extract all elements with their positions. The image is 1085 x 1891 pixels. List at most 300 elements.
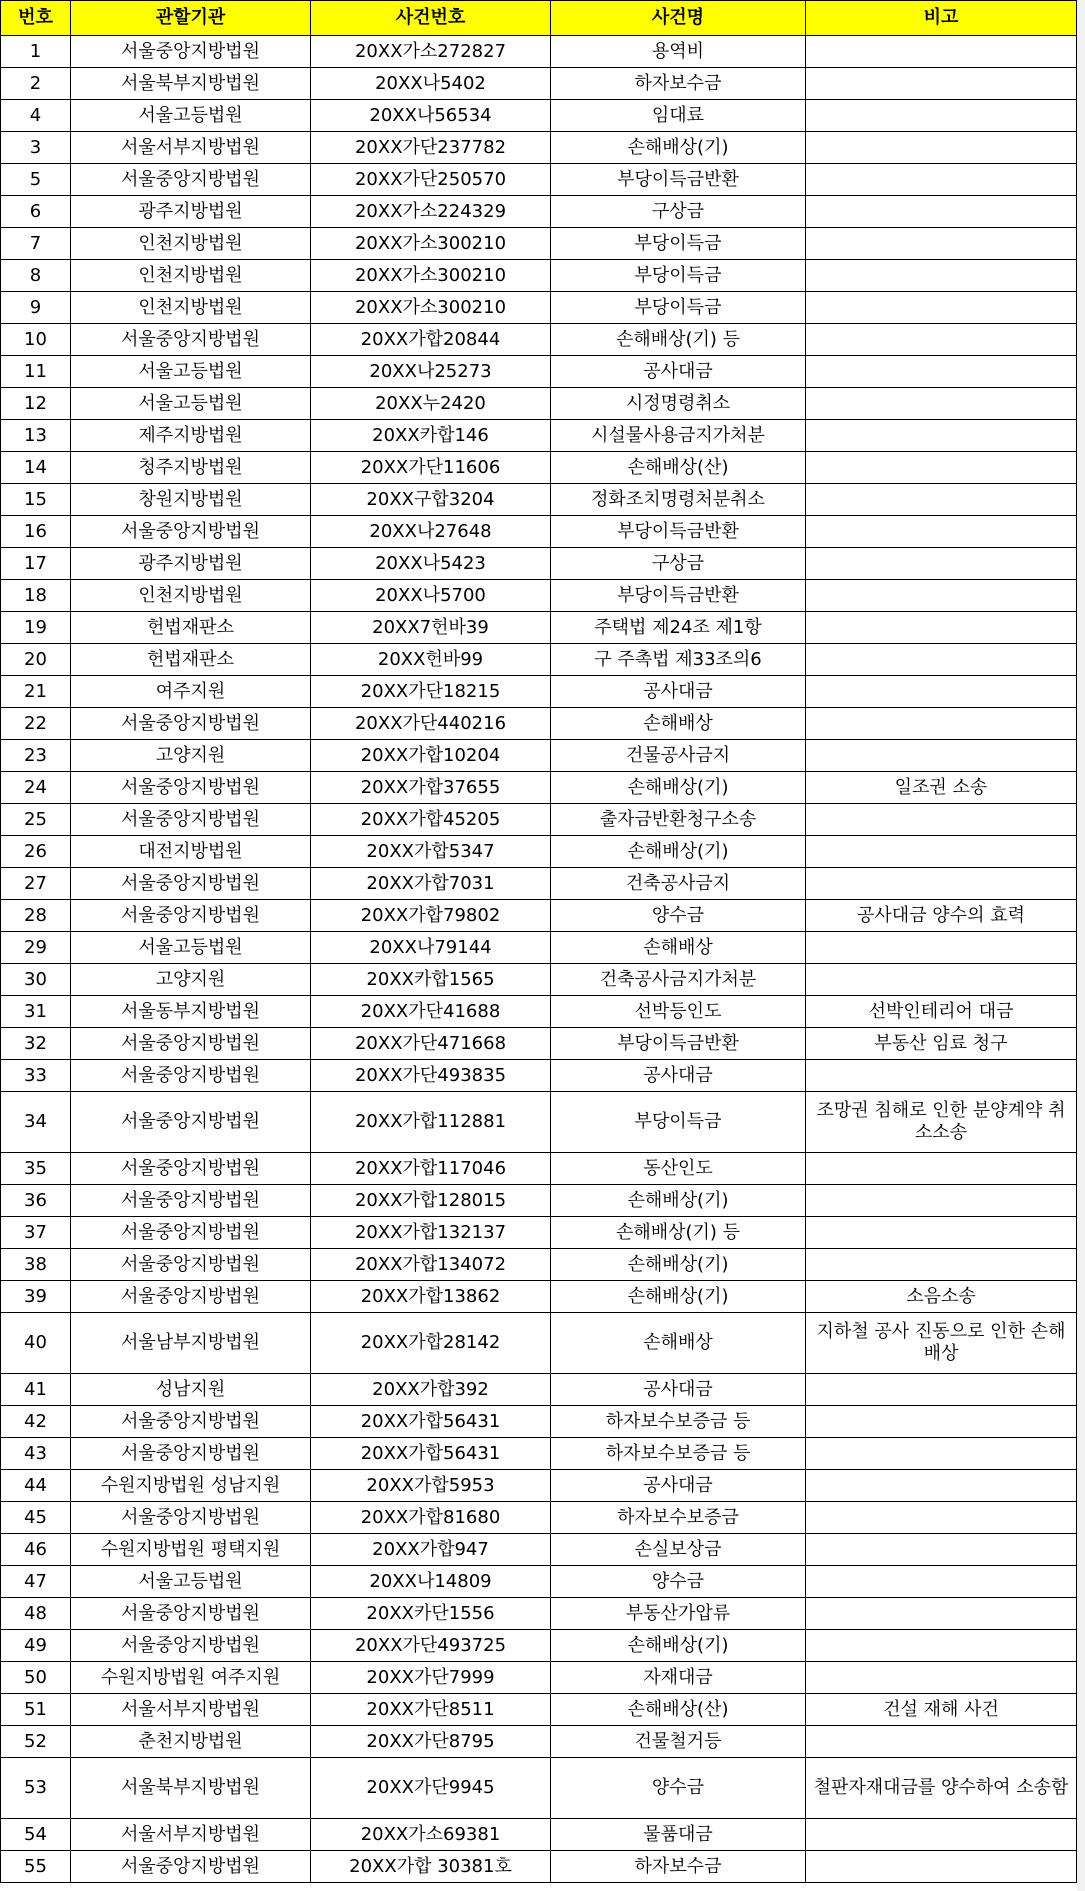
cell-case-no[interactable]: 20XX카단1556 xyxy=(311,1598,551,1630)
cell-note[interactable] xyxy=(806,388,1077,420)
cell-case-name[interactable]: 임대료 xyxy=(551,100,806,132)
cell-no[interactable]: 2 xyxy=(1,68,71,100)
cell-case-name[interactable]: 정화조치명령처분취소 xyxy=(551,484,806,516)
cell-court[interactable]: 서울중앙지방법원 xyxy=(71,1153,311,1185)
header-case-no[interactable]: 사건번호 xyxy=(311,1,551,36)
table-row xyxy=(1,1598,1077,1630)
cell-case-no[interactable]: 20XX7헌바39 xyxy=(311,612,551,644)
cell-case-no[interactable]: 20XX가합81680 xyxy=(311,1502,551,1534)
cell-case-no[interactable]: 20XX가단250570 xyxy=(311,164,551,196)
cell-case-name[interactable]: 부당이득금 xyxy=(551,1092,806,1153)
cell-case-no[interactable]: 20XX나25273 xyxy=(311,356,551,388)
cell-no[interactable]: 42 xyxy=(1,1406,71,1438)
cell-case-name[interactable]: 손해배상(기) xyxy=(551,1281,806,1313)
table-row xyxy=(1,1470,1077,1502)
cell-court[interactable]: 서울중앙지방법원 xyxy=(71,1281,311,1313)
cell-note[interactable]: 소음소송 xyxy=(806,1281,1077,1313)
cell-no[interactable]: 50 xyxy=(1,1662,71,1694)
cell-no[interactable]: 3 xyxy=(1,132,71,164)
sheet-right-margin xyxy=(1077,0,1085,1891)
cell-court[interactable]: 헌법재판소 xyxy=(71,612,311,644)
cell-case-no[interactable]: 20XX가단493835 xyxy=(311,1060,551,1092)
table-row xyxy=(1,676,1077,708)
cell-no[interactable]: 15 xyxy=(1,484,71,516)
cell-case-no[interactable]: 20XX구합3204 xyxy=(311,484,551,516)
cell-note[interactable] xyxy=(806,1185,1077,1217)
cell-court[interactable]: 서울중앙지방법원 xyxy=(71,36,311,68)
cell-note[interactable] xyxy=(806,740,1077,772)
cell-court[interactable]: 서울북부지방법원 xyxy=(71,68,311,100)
cell-no[interactable]: 39 xyxy=(1,1281,71,1313)
cell-no[interactable]: 19 xyxy=(1,612,71,644)
cell-court[interactable]: 광주지방법원 xyxy=(71,548,311,580)
cell-no[interactable]: 51 xyxy=(1,1694,71,1726)
cell-court[interactable]: 서울중앙지방법원 xyxy=(71,708,311,740)
cell-case-name[interactable]: 손해배상(기) xyxy=(551,1630,806,1662)
cell-case-name[interactable]: 손해배상(기) xyxy=(551,1185,806,1217)
cell-note[interactable]: 공사대금 양수의 효력 xyxy=(806,900,1077,932)
cell-case-no[interactable]: 20XX가소300210 xyxy=(311,228,551,260)
cell-court[interactable]: 서울중앙지방법원 xyxy=(71,1406,311,1438)
cell-case-name[interactable]: 용역비 xyxy=(551,36,806,68)
cell-note[interactable] xyxy=(806,868,1077,900)
cell-court[interactable]: 서울중앙지방법원 xyxy=(71,1028,311,1060)
cell-no[interactable]: 55 xyxy=(1,1851,71,1883)
cell-court[interactable]: 인천지방법원 xyxy=(71,228,311,260)
cell-court[interactable]: 수원지방법원 성남지원 xyxy=(71,1470,311,1502)
cell-case-no[interactable]: 20XX누2420 xyxy=(311,388,551,420)
cell-court[interactable]: 서울중앙지방법원 xyxy=(71,1185,311,1217)
cell-case-name[interactable]: 선박등인도 xyxy=(551,996,806,1028)
cell-case-name[interactable]: 공사대금 xyxy=(551,1470,806,1502)
cell-case-no[interactable]: 20XX가합79802 xyxy=(311,900,551,932)
cell-no[interactable]: 43 xyxy=(1,1438,71,1470)
cell-note[interactable]: 건설 재해 사건 xyxy=(806,1694,1077,1726)
cell-court[interactable]: 서울중앙지방법원 xyxy=(71,1092,311,1153)
cell-court[interactable]: 서울중앙지방법원 xyxy=(71,804,311,836)
cell-case-name[interactable]: 공사대금 xyxy=(551,1374,806,1406)
cell-case-no[interactable]: 20XX가합56431 xyxy=(311,1406,551,1438)
cell-note[interactable] xyxy=(806,1153,1077,1185)
cell-no[interactable]: 16 xyxy=(1,516,71,548)
cell-no[interactable]: 28 xyxy=(1,900,71,932)
cell-case-no[interactable]: 20XX가합5347 xyxy=(311,836,551,868)
cell-case-name[interactable]: 부당이득금반환 xyxy=(551,580,806,612)
cell-court[interactable]: 서울중앙지방법원 xyxy=(71,1502,311,1534)
cell-note[interactable] xyxy=(806,324,1077,356)
cell-case-no[interactable]: 20XX나56534 xyxy=(311,100,551,132)
cell-case-no[interactable]: 20XX나5402 xyxy=(311,68,551,100)
cell-note[interactable]: 일조권 소송 xyxy=(806,772,1077,804)
header-row xyxy=(1,1,1077,36)
cell-no[interactable]: 8 xyxy=(1,260,71,292)
cell-note[interactable] xyxy=(806,836,1077,868)
cell-no[interactable]: 44 xyxy=(1,1470,71,1502)
cell-note[interactable] xyxy=(806,68,1077,100)
cell-no[interactable]: 7 xyxy=(1,228,71,260)
table-row xyxy=(1,548,1077,580)
cell-court[interactable]: 서울고등법원 xyxy=(71,388,311,420)
cell-note[interactable] xyxy=(806,516,1077,548)
table-row xyxy=(1,1060,1077,1092)
cell-note[interactable] xyxy=(806,1374,1077,1406)
cell-case-name[interactable]: 손해배상 xyxy=(551,932,806,964)
cell-court[interactable]: 서울중앙지방법원 xyxy=(71,164,311,196)
cell-case-name[interactable]: 손해배상(기) 등 xyxy=(551,324,806,356)
cell-no[interactable]: 5 xyxy=(1,164,71,196)
cell-case-no[interactable]: 20XX가합134072 xyxy=(311,1249,551,1281)
cell-case-no[interactable]: 20XX가합112881 xyxy=(311,1092,551,1153)
cell-case-name[interactable]: 하자보수금 xyxy=(551,68,806,100)
cell-no[interactable]: 38 xyxy=(1,1249,71,1281)
table-row xyxy=(1,36,1077,68)
cell-case-no[interactable]: 20XX가합392 xyxy=(311,1374,551,1406)
cell-no[interactable]: 49 xyxy=(1,1630,71,1662)
cell-case-name[interactable]: 부당이득금반환 xyxy=(551,1028,806,1060)
cell-case-name[interactable]: 출자금반환청구소송 xyxy=(551,804,806,836)
cell-case-name[interactable]: 부당이득금 xyxy=(551,292,806,324)
cell-case-no[interactable]: 20XX카합1565 xyxy=(311,964,551,996)
cell-court[interactable]: 서울중앙지방법원 xyxy=(71,1438,311,1470)
cell-court[interactable]: 서울서부지방법원 xyxy=(71,132,311,164)
cell-case-no[interactable]: 20XX카합146 xyxy=(311,420,551,452)
cell-note[interactable] xyxy=(806,612,1077,644)
cell-case-name[interactable]: 부당이득금반환 xyxy=(551,516,806,548)
cell-no[interactable]: 37 xyxy=(1,1217,71,1249)
cell-court[interactable]: 인천지방법원 xyxy=(71,580,311,612)
cell-note[interactable] xyxy=(806,1249,1077,1281)
cell-no[interactable]: 40 xyxy=(1,1313,71,1374)
cell-case-name[interactable]: 손실보상금 xyxy=(551,1534,806,1566)
cell-no[interactable]: 21 xyxy=(1,676,71,708)
cell-note[interactable] xyxy=(806,36,1077,68)
cell-case-name[interactable]: 손해배상(산) xyxy=(551,1694,806,1726)
cell-no[interactable]: 41 xyxy=(1,1374,71,1406)
cell-note[interactable] xyxy=(806,1406,1077,1438)
cell-case-name[interactable]: 시정명령취소 xyxy=(551,388,806,420)
cell-note[interactable] xyxy=(806,1851,1077,1883)
cell-no[interactable]: 54 xyxy=(1,1819,71,1851)
cell-case-name[interactable]: 양수금 xyxy=(551,1566,806,1598)
cell-no[interactable]: 27 xyxy=(1,868,71,900)
cell-no[interactable]: 1 xyxy=(1,36,71,68)
cell-note[interactable] xyxy=(806,1438,1077,1470)
header-note[interactable]: 비고 xyxy=(806,1,1077,36)
cell-no[interactable]: 52 xyxy=(1,1726,71,1758)
cell-no[interactable]: 4 xyxy=(1,100,71,132)
cell-court[interactable]: 춘천지방법원 xyxy=(71,1726,311,1758)
cell-court[interactable]: 서울서부지방법원 xyxy=(71,1694,311,1726)
cell-case-no[interactable]: 20XX가합20844 xyxy=(311,324,551,356)
cell-no[interactable]: 26 xyxy=(1,836,71,868)
cell-note[interactable] xyxy=(806,260,1077,292)
cell-case-no[interactable]: 20XX가합117046 xyxy=(311,1153,551,1185)
cell-note[interactable] xyxy=(806,292,1077,324)
cell-case-name[interactable]: 건물철거등 xyxy=(551,1726,806,1758)
cell-no[interactable]: 30 xyxy=(1,964,71,996)
cell-case-no[interactable]: 20XX가합947 xyxy=(311,1534,551,1566)
table-row xyxy=(1,1726,1077,1758)
cell-case-no[interactable]: 20XX가단493725 xyxy=(311,1630,551,1662)
cell-court[interactable]: 헌법재판소 xyxy=(71,644,311,676)
cell-case-name[interactable]: 손해배상 xyxy=(551,1313,806,1374)
cell-court[interactable]: 여주지원 xyxy=(71,676,311,708)
cell-case-name[interactable]: 시설물사용금지가처분 xyxy=(551,420,806,452)
cell-case-no[interactable]: 20XX가소300210 xyxy=(311,292,551,324)
cell-case-name[interactable]: 손해배상(기) 등 xyxy=(551,1217,806,1249)
table-row xyxy=(1,516,1077,548)
cell-case-no[interactable]: 20XX가소272827 xyxy=(311,36,551,68)
cell-court[interactable]: 고양지원 xyxy=(71,740,311,772)
cell-court[interactable]: 서울중앙지방법원 xyxy=(71,868,311,900)
cell-case-no[interactable]: 20XX나79144 xyxy=(311,932,551,964)
cell-case-name[interactable]: 건축공사금지 xyxy=(551,868,806,900)
cell-note[interactable] xyxy=(806,484,1077,516)
cell-note[interactable] xyxy=(806,356,1077,388)
cell-no[interactable]: 22 xyxy=(1,708,71,740)
cell-no[interactable]: 33 xyxy=(1,1060,71,1092)
cell-note[interactable]: 조망권 침해로 인한 분양계약 취소소송 xyxy=(806,1092,1077,1153)
cell-note[interactable] xyxy=(806,932,1077,964)
cell-note[interactable] xyxy=(806,548,1077,580)
cell-note[interactable] xyxy=(806,132,1077,164)
cell-case-no[interactable]: 20XX가소69381 xyxy=(311,1819,551,1851)
cell-case-no[interactable]: 20XX가합45205 xyxy=(311,804,551,836)
cell-note[interactable] xyxy=(806,1534,1077,1566)
cell-case-name[interactable]: 부당이득금 xyxy=(551,228,806,260)
cell-no[interactable]: 11 xyxy=(1,356,71,388)
cell-court[interactable]: 서울중앙지방법원 xyxy=(71,772,311,804)
cell-case-name[interactable]: 손해배상(기) xyxy=(551,1249,806,1281)
cell-no[interactable]: 46 xyxy=(1,1534,71,1566)
cell-court[interactable]: 서울고등법원 xyxy=(71,100,311,132)
cell-court[interactable]: 서울고등법원 xyxy=(71,932,311,964)
cell-no[interactable]: 24 xyxy=(1,772,71,804)
cell-no[interactable]: 12 xyxy=(1,388,71,420)
cell-case-no[interactable]: 20XX가합 30381호 xyxy=(311,1851,551,1883)
cell-no[interactable]: 10 xyxy=(1,324,71,356)
cell-no[interactable]: 14 xyxy=(1,452,71,484)
cell-note[interactable] xyxy=(806,1566,1077,1598)
table-row xyxy=(1,68,1077,100)
cell-note[interactable] xyxy=(806,644,1077,676)
cell-case-name[interactable]: 손해배상(기) xyxy=(551,772,806,804)
cell-court[interactable]: 서울중앙지방법원 xyxy=(71,1598,311,1630)
cell-note[interactable]: 철판자재대금를 양수하여 소송함 xyxy=(806,1758,1077,1819)
cell-court[interactable]: 인천지방법원 xyxy=(71,260,311,292)
cell-note[interactable] xyxy=(806,1598,1077,1630)
cell-note[interactable] xyxy=(806,100,1077,132)
cell-case-no[interactable]: 20XX가소224329 xyxy=(311,196,551,228)
cell-court[interactable]: 청주지방법원 xyxy=(71,452,311,484)
cell-case-name[interactable]: 양수금 xyxy=(551,1758,806,1819)
cell-case-no[interactable]: 20XX가단471668 xyxy=(311,1028,551,1060)
table-row xyxy=(1,580,1077,612)
cell-no[interactable]: 48 xyxy=(1,1598,71,1630)
cell-no[interactable]: 18 xyxy=(1,580,71,612)
cell-note[interactable] xyxy=(806,804,1077,836)
cell-note[interactable] xyxy=(806,1217,1077,1249)
cell-note[interactable] xyxy=(806,228,1077,260)
cell-case-no[interactable]: 20XX가단8511 xyxy=(311,1694,551,1726)
cell-note[interactable]: 지하철 공사 진동으로 인한 손해배상 xyxy=(806,1313,1077,1374)
cell-case-no[interactable]: 20XX가단7999 xyxy=(311,1662,551,1694)
cell-case-name[interactable]: 구 주촉법 제33조의6 xyxy=(551,644,806,676)
cell-case-no[interactable]: 20XX가단9945 xyxy=(311,1758,551,1819)
cell-note[interactable] xyxy=(806,708,1077,740)
cell-no[interactable]: 31 xyxy=(1,996,71,1028)
cell-no[interactable]: 34 xyxy=(1,1092,71,1153)
cell-court[interactable]: 제주지방법원 xyxy=(71,420,311,452)
cell-court[interactable]: 광주지방법원 xyxy=(71,196,311,228)
cell-no[interactable]: 29 xyxy=(1,932,71,964)
cell-case-name[interactable]: 물품대금 xyxy=(551,1819,806,1851)
cell-court[interactable]: 서울고등법원 xyxy=(71,356,311,388)
cell-note[interactable] xyxy=(806,964,1077,996)
cell-case-name[interactable]: 공사대금 xyxy=(551,356,806,388)
table-row xyxy=(1,900,1077,932)
cell-case-name[interactable]: 자재대금 xyxy=(551,1662,806,1694)
cell-case-no[interactable]: 20XX가단237782 xyxy=(311,132,551,164)
cell-court[interactable]: 성남지원 xyxy=(71,1374,311,1406)
cell-court[interactable]: 수원지방법원 여주지원 xyxy=(71,1662,311,1694)
cell-case-name[interactable]: 부당이득금반환 xyxy=(551,164,806,196)
cell-court[interactable]: 서울중앙지방법원 xyxy=(71,1630,311,1662)
cell-note[interactable]: 부동산 임료 청구 xyxy=(806,1028,1077,1060)
cell-note[interactable] xyxy=(806,1060,1077,1092)
cell-court[interactable]: 창원지방법원 xyxy=(71,484,311,516)
cell-case-no[interactable]: 20XX가단11606 xyxy=(311,452,551,484)
cell-case-no[interactable]: 20XX가단41688 xyxy=(311,996,551,1028)
cell-no[interactable]: 6 xyxy=(1,196,71,228)
cell-court[interactable]: 서울중앙지방법원 xyxy=(71,1060,311,1092)
cell-case-name[interactable]: 손해배상(기) xyxy=(551,836,806,868)
cell-no[interactable]: 53 xyxy=(1,1758,71,1819)
cell-court[interactable]: 서울중앙지방법원 xyxy=(71,1217,311,1249)
cell-note[interactable] xyxy=(806,1819,1077,1851)
cell-court[interactable]: 수원지방법원 평택지원 xyxy=(71,1534,311,1566)
cell-no[interactable]: 13 xyxy=(1,420,71,452)
cell-no[interactable]: 17 xyxy=(1,548,71,580)
cell-case-name[interactable]: 구상금 xyxy=(551,196,806,228)
cell-court[interactable]: 서울고등법원 xyxy=(71,1566,311,1598)
cell-no[interactable]: 47 xyxy=(1,1566,71,1598)
cell-note[interactable] xyxy=(806,1502,1077,1534)
cell-case-no[interactable]: 20XX헌바99 xyxy=(311,644,551,676)
table-row xyxy=(1,1313,1077,1374)
cell-case-no[interactable]: 20XX가합13862 xyxy=(311,1281,551,1313)
cell-case-no[interactable]: 20XX가합7031 xyxy=(311,868,551,900)
cell-case-name[interactable]: 손해배상(기) xyxy=(551,132,806,164)
cell-no[interactable]: 36 xyxy=(1,1185,71,1217)
cell-case-name[interactable]: 하자보수금 xyxy=(551,1851,806,1883)
cell-note[interactable] xyxy=(806,1470,1077,1502)
table-row xyxy=(1,1281,1077,1313)
cell-case-name[interactable]: 동산인도 xyxy=(551,1153,806,1185)
cell-case-name[interactable]: 공사대금 xyxy=(551,676,806,708)
cell-case-no[interactable]: 20XX가합28142 xyxy=(311,1313,551,1374)
cell-court[interactable]: 대전지방법원 xyxy=(71,836,311,868)
cell-case-name[interactable]: 하자보수보증금 xyxy=(551,1502,806,1534)
cell-note[interactable] xyxy=(806,676,1077,708)
cell-note[interactable] xyxy=(806,420,1077,452)
header-court[interactable]: 관할기관 xyxy=(71,1,311,36)
table-row xyxy=(1,1819,1077,1851)
cell-note[interactable] xyxy=(806,1630,1077,1662)
cell-case-name[interactable]: 손해배상(산) xyxy=(551,452,806,484)
cell-case-no[interactable]: 20XX가단18215 xyxy=(311,676,551,708)
cell-case-name[interactable]: 손해배상 xyxy=(551,708,806,740)
cell-case-no[interactable]: 20XX가소300210 xyxy=(311,260,551,292)
cell-case-no[interactable]: 20XX가단440216 xyxy=(311,708,551,740)
cell-case-name[interactable]: 하자보수보증금 등 xyxy=(551,1406,806,1438)
cell-court[interactable]: 서울동부지방법원 xyxy=(71,996,311,1028)
cell-case-name[interactable]: 건물공사금지 xyxy=(551,740,806,772)
cell-no[interactable]: 9 xyxy=(1,292,71,324)
cell-case-name[interactable]: 부당이득금 xyxy=(551,260,806,292)
cell-court[interactable]: 서울중앙지방법원 xyxy=(71,1249,311,1281)
cell-note[interactable] xyxy=(806,580,1077,612)
cell-court[interactable]: 서울남부지방법원 xyxy=(71,1313,311,1374)
cell-note[interactable] xyxy=(806,1726,1077,1758)
cell-court[interactable]: 서울중앙지방법원 xyxy=(71,900,311,932)
table-row xyxy=(1,388,1077,420)
cell-case-no[interactable]: 20XX가합5953 xyxy=(311,1470,551,1502)
cell-case-no[interactable]: 20XX나5423 xyxy=(311,548,551,580)
table-row xyxy=(1,932,1077,964)
cell-case-name[interactable]: 공사대금 xyxy=(551,1060,806,1092)
cell-case-no[interactable]: 20XX나14809 xyxy=(311,1566,551,1598)
cell-note[interactable] xyxy=(806,452,1077,484)
cell-court[interactable]: 고양지원 xyxy=(71,964,311,996)
cell-court[interactable]: 서울서부지방법원 xyxy=(71,1819,311,1851)
cell-no[interactable]: 45 xyxy=(1,1502,71,1534)
cell-note[interactable]: 선박인테리어 대금 xyxy=(806,996,1077,1028)
cell-note[interactable] xyxy=(806,164,1077,196)
table-row xyxy=(1,1185,1077,1217)
cell-case-no[interactable]: 20XX나27648 xyxy=(311,516,551,548)
cell-note[interactable] xyxy=(806,196,1077,228)
cell-case-name[interactable]: 하자보수보증금 등 xyxy=(551,1438,806,1470)
header-case-name[interactable]: 사건명 xyxy=(551,1,806,36)
cell-case-no[interactable]: 20XX가합128015 xyxy=(311,1185,551,1217)
cell-case-no[interactable]: 20XX가합10204 xyxy=(311,740,551,772)
cell-no[interactable]: 23 xyxy=(1,740,71,772)
cell-court[interactable]: 서울중앙지방법원 xyxy=(71,1851,311,1883)
cell-case-name[interactable]: 부동산가압류 xyxy=(551,1598,806,1630)
cell-court[interactable]: 서울중앙지방법원 xyxy=(71,324,311,356)
cell-note[interactable] xyxy=(806,1662,1077,1694)
cell-case-no[interactable]: 20XX가합132137 xyxy=(311,1217,551,1249)
cell-case-name[interactable]: 건축공사금지가처분 xyxy=(551,964,806,996)
cell-court[interactable]: 서울북부지방법원 xyxy=(71,1758,311,1819)
cell-case-no[interactable]: 20XX가합56431 xyxy=(311,1438,551,1470)
cell-case-name[interactable]: 양수금 xyxy=(551,900,806,932)
cell-no[interactable]: 35 xyxy=(1,1153,71,1185)
cell-court[interactable]: 서울중앙지방법원 xyxy=(71,516,311,548)
cell-case-no[interactable]: 20XX나5700 xyxy=(311,580,551,612)
cell-no[interactable]: 32 xyxy=(1,1028,71,1060)
cell-case-no[interactable]: 20XX가합37655 xyxy=(311,772,551,804)
cell-case-no[interactable]: 20XX가단8795 xyxy=(311,1726,551,1758)
cell-court[interactable]: 인천지방법원 xyxy=(71,292,311,324)
header-no[interactable]: 번호 xyxy=(1,1,71,36)
cell-no[interactable]: 20 xyxy=(1,644,71,676)
table-row xyxy=(1,1502,1077,1534)
cell-no[interactable]: 25 xyxy=(1,804,71,836)
cell-case-name[interactable]: 구상금 xyxy=(551,548,806,580)
cell-case-name[interactable]: 주택법 제24조 제1항 xyxy=(551,612,806,644)
